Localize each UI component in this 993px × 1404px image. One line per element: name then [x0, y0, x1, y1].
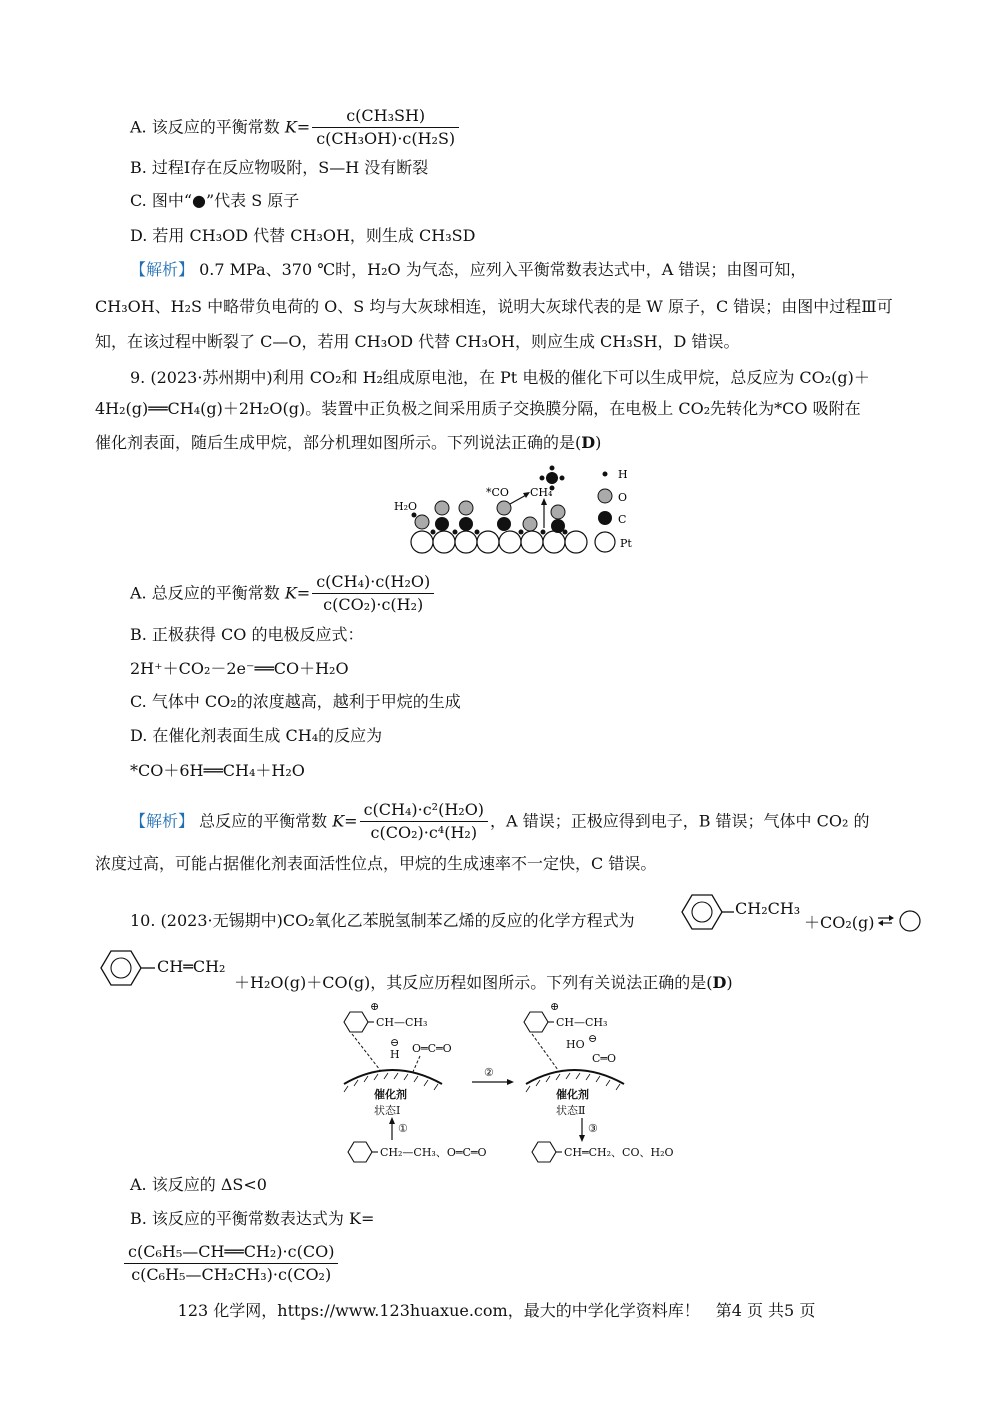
q9-analysis-line-1 [130, 800, 869, 843]
stem-close: ) [595, 433, 602, 452]
h-atom [453, 530, 458, 535]
legend-h: H [618, 468, 628, 481]
q8-option-c: C. 图中“●”代表 S 原子 [130, 191, 300, 210]
fraction [312, 106, 459, 149]
stem-text: ＋CO₂(g) [804, 913, 875, 932]
q10-ethyl-group: CH₂CH₃ [735, 899, 801, 918]
k-symbol: K= [284, 583, 311, 603]
interaction-line [412, 1056, 420, 1074]
q10-stem-line-2 [234, 972, 733, 994]
stem-text: 催化剂表面，随后生成甲烷，部分机理如图所示。下列说法正确的是( [95, 433, 582, 452]
step-2-label: ② [484, 1066, 494, 1079]
benzene-ring-icon [532, 1142, 556, 1162]
analysis-tag: 【解析】 [130, 260, 195, 279]
arrow-head [389, 1117, 395, 1124]
q9-stem-line-3 [95, 432, 601, 454]
step-3-label: ③ [588, 1122, 598, 1135]
catalyst-surface-1 [344, 1070, 442, 1084]
benzene-ring-icon [101, 951, 141, 985]
legend-pt-dot [595, 532, 615, 552]
q8-analysis-line-2: CH₃OH、H₂S 中略带负电荷的 O、S 均与大灰球相连，说明大灰球代表的是 W 原子，C 错误；由图中过程Ⅲ可 [95, 297, 893, 316]
benzene-ring-icon [344, 1012, 368, 1032]
h-atom [412, 513, 417, 518]
state-2-label: 状态Ⅱ [556, 1104, 586, 1117]
q10-option-b-fraction [124, 1242, 338, 1285]
option-text: A. 总反应的平衡常数 [130, 583, 285, 603]
benzene-ring-icon [348, 1142, 372, 1162]
o-atom [523, 517, 537, 531]
interaction-line [532, 1034, 558, 1070]
fraction-numerator: c(C₆H₅—CH══CH₂)·c(CO) [124, 1242, 338, 1264]
analysis-text: ，A 错误；正极应得到电子，B 错误；气体中 CO₂ 的 [490, 811, 870, 831]
plus-charge: ⊕ [370, 1000, 380, 1013]
pt-atom [455, 531, 477, 553]
q9-option-d: D. 在催化剂表面生成 CH₄的反应为 [130, 726, 383, 745]
benzene-ring-icon [524, 1012, 548, 1032]
stem-text: ＋H₂O(g)＋CO(g)，其反应历程如图所示。下列有关说法正确的是( [234, 973, 713, 992]
legend-h-dot [603, 472, 608, 477]
aromatic-circle [111, 958, 131, 978]
legend-pt: Pt [620, 537, 632, 550]
label-co: *CO [486, 486, 509, 499]
arrow-head [507, 1079, 514, 1085]
stem-text: 10. (2023·无锡期中)CO₂氧化乙苯脱氢制苯乙烯的反应的化学方程式为 [130, 911, 635, 930]
styrene-structure [95, 946, 165, 990]
pt-atom [411, 531, 433, 553]
q9-option-a [130, 572, 436, 615]
analysis-text: 总反应的平衡常数 [194, 811, 333, 831]
c-atom [497, 517, 511, 531]
fraction-numerator: c(CH₄)·c²(H₂O) [360, 800, 488, 822]
h-atom [550, 466, 555, 471]
fraction [312, 572, 434, 615]
q9-analysis-line-2: 浓度过高，可能占据催化剂表面活性位点，甲烷的生成速率不一定快，C 错误。 [95, 854, 657, 873]
k-symbol: K= [284, 117, 311, 137]
state-1-label: 状态Ⅰ [374, 1104, 401, 1117]
pt-mechanism-figure [390, 462, 650, 558]
minus-charge: ⊖ [390, 1036, 400, 1049]
page-footer: 123 化学网，https://www.123huaxue.com，最大的中学化学资料库！ 第4 页 共5 页 [177, 1301, 816, 1320]
cation-1: CH—CH₃ [376, 1016, 428, 1029]
fraction [124, 1242, 338, 1285]
fraction [360, 800, 488, 843]
analysis-text: 0.7 MPa、370 ℃时，H₂O 为气态，应列入平衡常数表达式中，A 错误；由图可知， [194, 260, 807, 279]
co2-molecule: O═C═O [412, 1042, 452, 1055]
h-atom [540, 476, 545, 481]
legend-o-dot [598, 489, 612, 503]
arrow-head [541, 498, 547, 505]
q8-analysis-line-3: 知，在该过程中断裂了 C—O，若用 CH₃OD 代替 CH₃OH，则应生成 CH₃SH，D 错误。 [95, 332, 740, 351]
h-atom [475, 530, 480, 535]
fraction-numerator: c(CH₃SH) [312, 106, 459, 128]
fraction-denominator: c(C₆H₅—CH₂CH₃)·c(CO₂) [131, 1265, 332, 1284]
carbonyl: C═O [592, 1052, 617, 1065]
q8-analysis-line-1 [130, 259, 806, 281]
interaction-line [352, 1034, 380, 1070]
q9-option-b-equation: 2H⁺＋CO₂－2e⁻══CO＋H₂O [130, 659, 349, 678]
c-atom [459, 517, 473, 531]
fraction-numerator: c(CH₄)·c(H₂O) [312, 572, 434, 594]
benzene-fragment-icon [898, 908, 922, 934]
answer: D [712, 973, 727, 992]
cation-2: CH—CH₃ [556, 1016, 608, 1029]
benzene-ring-icon [682, 895, 722, 929]
analysis-tag: 【解析】 [130, 811, 195, 831]
catalyst-surface-2 [526, 1070, 624, 1084]
h-atom [431, 530, 436, 535]
q9-stem-line-1: 9. (2023·苏州期中)利用 CO₂和 H₂组成原电池，在 Pt 电极的催化下可以生成甲烷，总反应为 CO₂(g)＋ [130, 368, 870, 387]
h-atom [519, 530, 524, 535]
q10-stem-line-1 [130, 910, 635, 932]
fraction-denominator: c(CO₂)·c(H₂) [323, 595, 424, 614]
q10-stem-line-1b [804, 912, 875, 934]
pt-atom [499, 531, 521, 553]
hydride: H [390, 1048, 400, 1061]
option-text: A. 该反应的平衡常数 [130, 117, 285, 137]
pt-atom [433, 531, 455, 553]
pt-atom [477, 531, 499, 553]
fraction-denominator: c(CO₂)·c⁴(H₂) [370, 823, 478, 842]
q9-stem-line-2: 4H₂(g)══CH₄(g)＋2H₂O(g)。装置中正负极之间采用质子交换膜分隔，在电极上 CO₂先转化为*CO 吸附在 [95, 399, 861, 418]
pt-atom [543, 531, 565, 553]
aromatic-circle [692, 902, 712, 922]
legend-o: O [618, 491, 628, 504]
q9-option-c: C. 气体中 CO₂的浓度越高，越利于甲烷的生成 [130, 692, 461, 711]
o-atom [459, 501, 473, 515]
plus-charge: ⊕ [550, 1000, 560, 1013]
o-atom [551, 505, 565, 519]
q9-option-d-equation: *CO＋6H══CH₄＋H₂O [130, 761, 305, 780]
q8-option-b: B. 过程Ⅰ存在反应物吸附，S—H 没有断裂 [130, 158, 429, 177]
hydroxyl: HO [566, 1038, 585, 1051]
h-atom [541, 530, 546, 535]
label-h2o: H₂O [394, 500, 418, 513]
h-atom [560, 476, 565, 481]
minus-charge: ⊖ [588, 1032, 598, 1045]
answer: D [581, 433, 596, 452]
legend-c-dot [598, 511, 612, 525]
products-label: CH═CH₂、CO、H₂O [564, 1146, 674, 1159]
equilibrium-arrow-icon [876, 912, 896, 928]
pt-atom [521, 531, 543, 553]
catalyst-label-1: 催化剂 [374, 1088, 407, 1101]
q10-option-a: A. 该反应的 ΔS<0 [130, 1175, 267, 1194]
label-ch4: CH₄ [530, 486, 553, 499]
q8-option-a [130, 106, 461, 149]
arrow-head [579, 1135, 585, 1142]
q9-option-b: B. 正极获得 CO 的电极反应式： [130, 625, 364, 644]
stem-close: ) [726, 973, 733, 992]
o-atom [415, 515, 429, 529]
fraction-denominator: c(CH₃OH)·c(H₂S) [316, 129, 456, 148]
o-atom [435, 501, 449, 515]
c-atom [546, 472, 558, 484]
q10-option-b: B. 该反应的平衡常数表达式为 K= [130, 1209, 375, 1228]
reactants-label: CH₂—CH₃、O═C═O [380, 1146, 487, 1159]
q8-option-d: D. 若用 CH₃OD 代替 CH₃OH，则生成 CH₃SD [130, 226, 476, 245]
arrow-head [523, 492, 530, 498]
pt-atom [565, 531, 587, 553]
c-atom [435, 517, 449, 531]
legend-c: C [618, 513, 627, 526]
k-symbol: K= [332, 811, 358, 831]
q10-vinyl-group: CH═CH₂ [157, 957, 226, 976]
o-atom [497, 501, 511, 515]
reaction-mechanism-figure [330, 1000, 710, 1168]
catalyst-label-2: 催化剂 [556, 1088, 589, 1101]
step-1-label: ① [398, 1122, 408, 1135]
c-atom [551, 519, 565, 533]
